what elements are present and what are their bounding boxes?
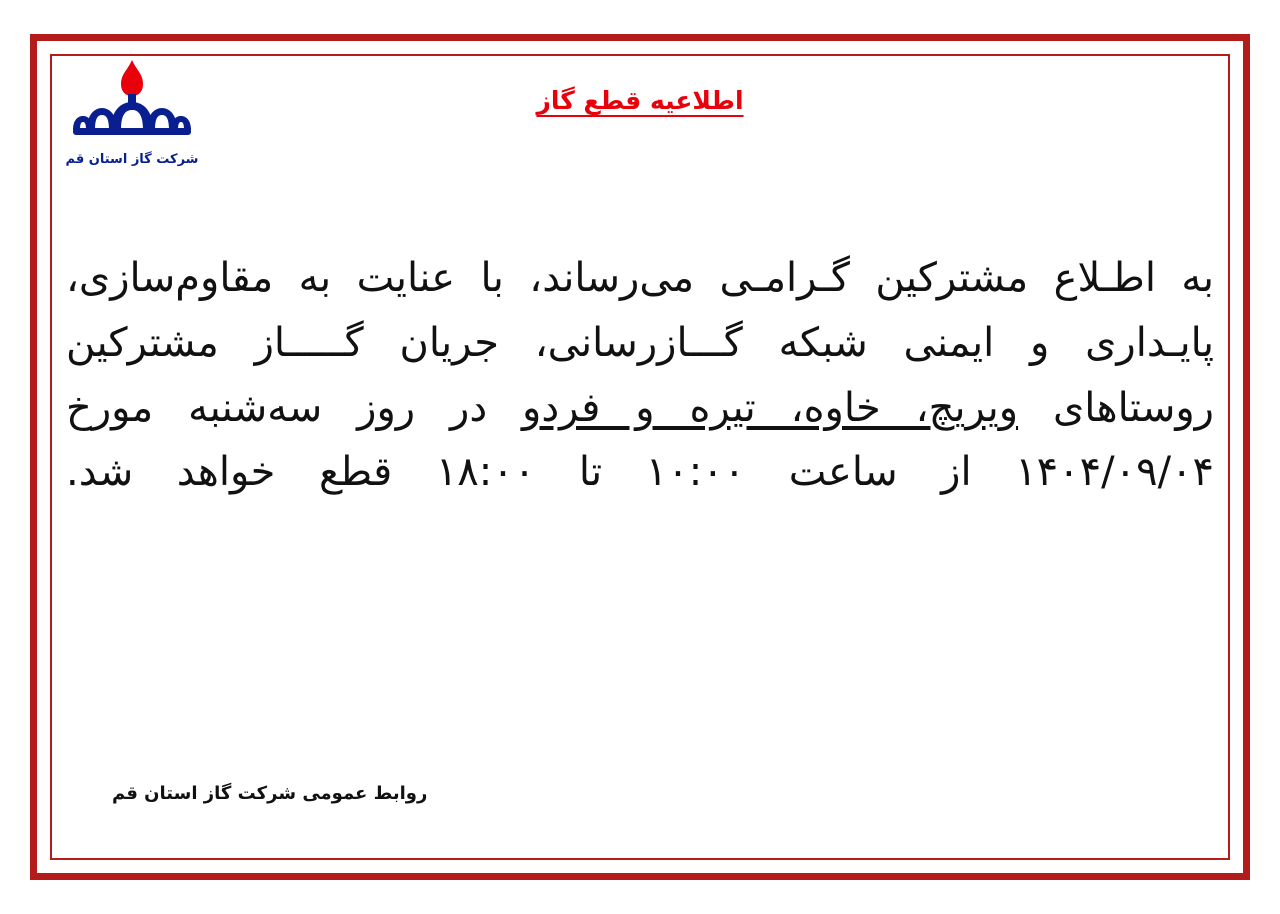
body-line-5: قطع خواهد شد. [66, 449, 393, 496]
body-line-3-suffix: در [450, 384, 523, 431]
page-content [52, 56, 1228, 858]
signature-line: روابط عمومی شرکت گاز استان قم [112, 783, 428, 804]
announcement-body [52, 246, 1228, 505]
document-header [52, 56, 1228, 176]
body-line-2: مقاوم‌سازی، پایـداری و ایمنی شبکه گـــازرسانی، جریان [66, 255, 1215, 366]
company-logo [52, 58, 212, 167]
body-line-3-prefix: گـــــاز مشترکین روستاهای [66, 319, 1214, 431]
page-title: اطلاعیه قطع گاز [536, 86, 744, 115]
affected-villages: ویریچ، خاوه، تیره و فردو [522, 384, 1019, 431]
body-line-4-datetime: روز سه‌شنبه مورخ ۱۴۰۴/۰۹/۰۴ از ساعت ۱۰:۰۰ تا ۱۸:۰۰ [66, 384, 1215, 496]
logo-caption: شرکت گاز استان قم [65, 152, 199, 167]
body-line-1: به اطـلاع مشترکین گـرامـی می‌رساند، با عنایت به [298, 255, 1214, 301]
nigc-flame-logo-icon [71, 58, 193, 150]
